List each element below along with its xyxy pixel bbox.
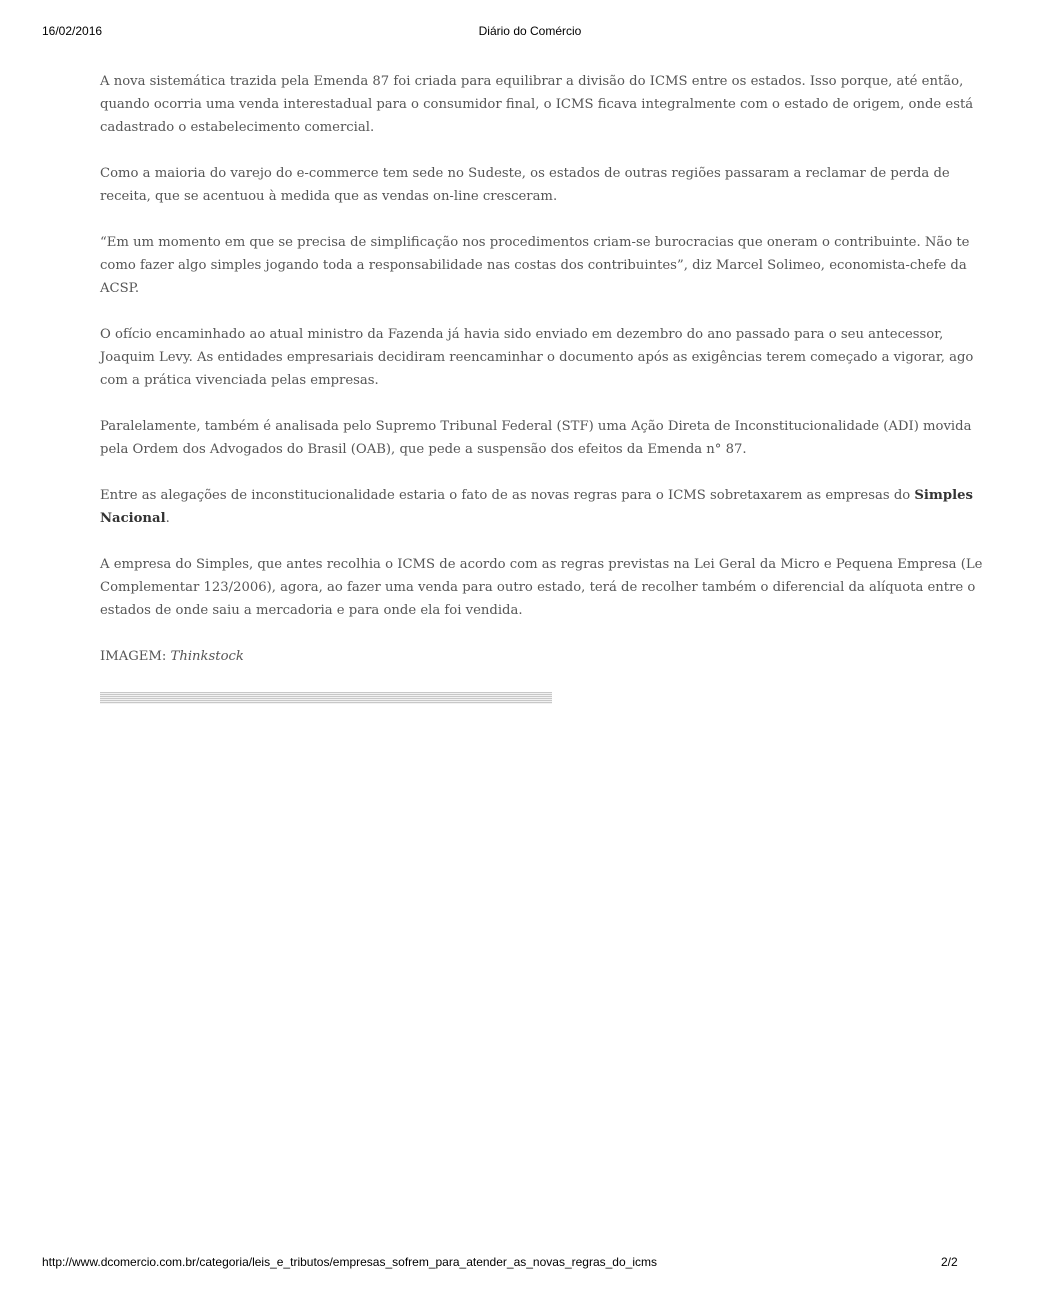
print-page-number: 2/2 [941,1255,958,1269]
paragraph-empresa-simples [100,553,983,622]
paragraph-line: O ofício encaminhado ao atual ministro da Fazenda já havia sido enviado em dezembro do ano passado para o seu antecessor, [100,327,944,342]
article-body [100,70,983,691]
print-date: 16/02/2016 [42,24,103,38]
paragraph-line: ACSP. [100,281,140,296]
paragraph-line: A empresa do Simples, que antes recolhia o ICMS de acordo com as regras previstas na Lei Geral da Micro e Pequena Empresa (Le [100,557,983,572]
paragraph-simples-nacional [100,484,973,530]
paragraph-line: A nova sistemática trazida pela Emenda 87 foi criada para equilibrar a divisão do ICMS entre os estados. Isso porque, até então, [100,74,964,89]
image-credit [100,645,955,668]
paragraph-line: Complementar 123/2006), agora, ao fazer uma venda para outro estado, terá de recolher também o diferencial da alíquota entre o [100,580,976,595]
paragraph-line: “Em um momento em que se precisa de simplificação nos procedimentos criam-se burocracias que oneram o contribuinte. Não te [100,235,970,250]
paragraph-adi-stf [100,415,972,461]
image-credit-label: IMAGEM: [100,649,171,664]
content-separator [100,692,552,704]
paragraph-line: com a prática vivenciada pelas empresas. [100,373,379,388]
paragraph-emenda-87 [100,70,974,139]
print-page-title: Diário do Comércio [478,24,582,38]
paragraph-line: Joaquim Levy. As entidades empresariais decidiram reencaminhar o documento após as exigências terem começado a vigorar, ago [100,350,974,365]
paragraph-line: cadastrado o estabelecimento comercial. [100,120,375,135]
paragraph-line: Como a maioria do varejo do e-commerce tem sede no Sudeste, os estados de outras regiões passaram a reclamar de perda de [100,166,950,181]
paragraph-end: . [165,511,170,526]
bold-text: Simples [914,488,973,503]
print-source-url: http://www.dcomercio.com.br/categoria/leis_e_tributos/empresas_sofrem_para_atender_as_novas_regras_do_icms [42,1255,657,1269]
image-credit-source: Thinkstock [170,649,244,664]
paragraph-line: Paralelamente, também é analisada pelo Supremo Tribunal Federal (STF) uma Ação Direta de Inconstitucionalidade (ADI) movida [100,419,972,434]
paragraph-oficio [100,323,974,392]
paragraph-e-commerce [100,162,955,208]
bold-text: Nacional [100,511,166,526]
paragraph-line: quando ocorria uma venda interestadual para o consumidor final, o ICMS ficava integralmente com o estado de origem, onde está [100,97,974,112]
paragraph-line: Entre as alegações de inconstitucionalidade estaria o fato de as novas regras para o ICMS sobretaxarem as empresas do [100,488,915,503]
paragraph-line: estados de onde saiu a mercadoria e para onde ela foi vendida. [100,603,523,618]
paragraph-line: pela Ordem dos Advogados do Brasil (OAB), que pede a suspensão dos efeitos da Emenda n° 87. [100,442,747,457]
paragraph-line: como fazer algo simples jogando toda a responsabilidade nas costas dos contribuintes”, diz Marcel Solimeo, economista-chefe da [100,258,967,273]
paragraph-line: receita, que se acentuou à medida que as vendas on-line cresceram. [100,189,558,204]
paragraph-quote-solimeo [100,231,970,300]
